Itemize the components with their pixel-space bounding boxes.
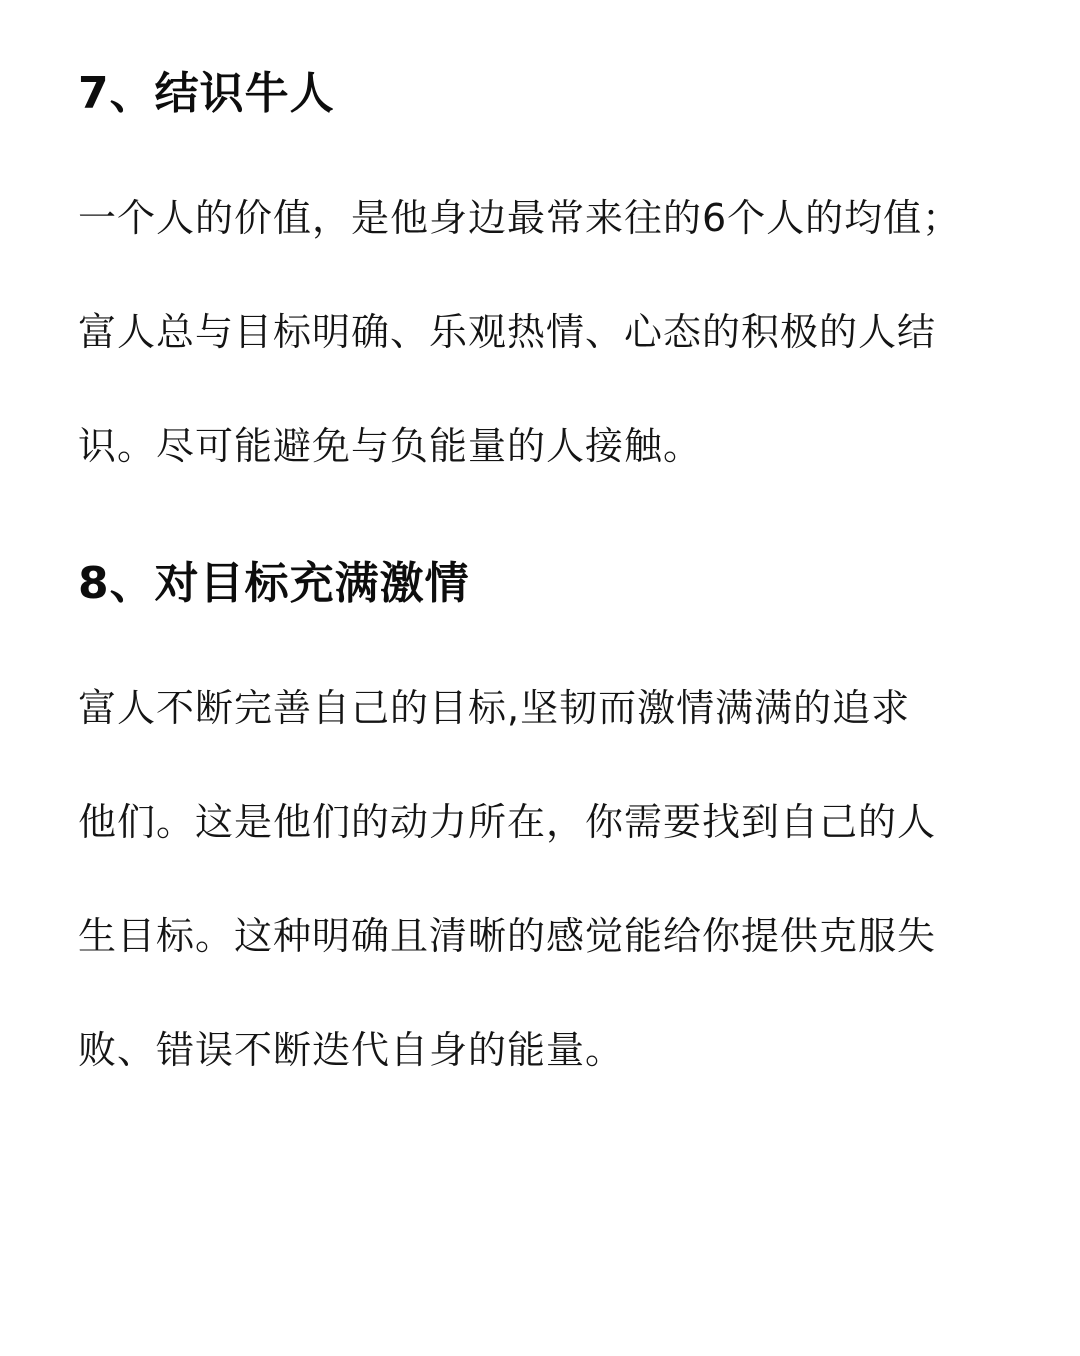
paragraph-line: 识。尽可能避免与负能量的人接触。 — [78, 424, 703, 468]
paragraph-line: 富人总与目标明确、乐观热情、心态的积极的人结 — [78, 310, 937, 354]
paragraph-line: 败、错误不断迭代自身的能量。 — [78, 1028, 625, 1072]
section-title-7: 7、结识牛人 — [78, 68, 335, 119]
paragraph-line: 一个人的价值，是他身边最常来往的6个人的均值； — [78, 196, 962, 240]
paragraph-line: 富人不断完善自己的目标,坚韧而激情满满的追求 — [78, 686, 911, 730]
paragraph-line: 他们。这是他们的动力所在，你需要找到自己的人 — [78, 800, 937, 844]
paragraph-line: 生目标。这种明确且清晰的感觉能给你提供克服失 — [78, 914, 937, 958]
section-title-8: 8、对目标充满激情 — [78, 558, 470, 609]
